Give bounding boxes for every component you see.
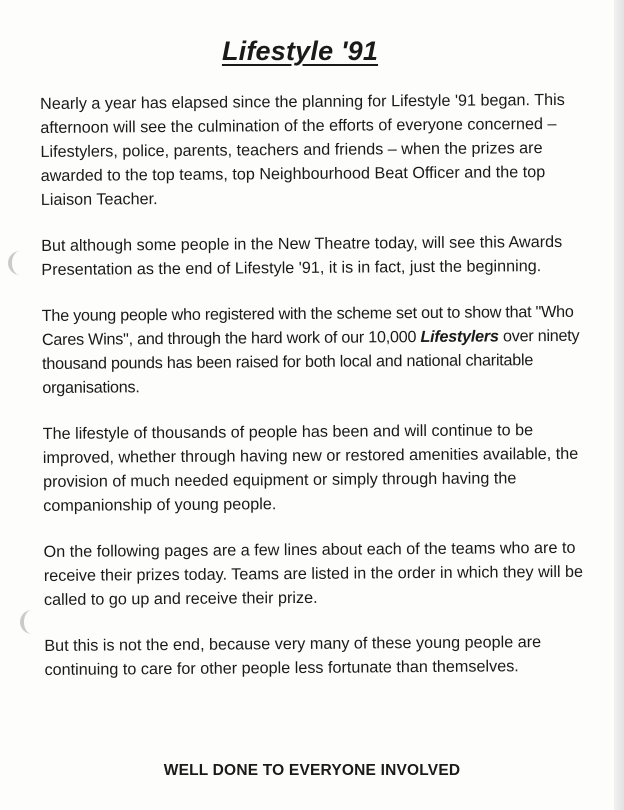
lifestylers-emphasis: Lifestylers — [420, 327, 499, 347]
paragraph-intro: Nearly a year has elapsed since the planning for Lifestyle '91 began. This afternoon will see the culmination of the efforts of everyone concerned – Lifestylers, police, parents, teachers and friends – when the prizes are awarded to the top teams, top Neighbourhood Beat Officer and the top Liaison Teacher. — [40, 90, 565, 209]
closing-message: WELL DONE TO EVERYONE INVOLVED — [163, 762, 461, 779]
paragraph-text: The young people who registered with the scheme set out to show that "Who Cares Wins", and through the hard work of our 10,000 — [41, 302, 574, 349]
paragraph-teams: On the following pages are a few lines about each of the teams who are to receive their prizes today. Teams are listed in the order in which they will be called to go up and receive their prize. — [43, 538, 584, 609]
punch-hole-mark — [8, 251, 28, 275]
paragraph-fundraising — [42, 300, 583, 400]
page-edge-shadow — [614, 0, 624, 810]
paragraph-continuing: But this is not the end, because very many of these young people are continuing to care for other people less fortunate than themselves. — [44, 633, 542, 679]
body-text — [40, 88, 585, 704]
paragraph-text: over ninety thousand pounds has been raised for both local and national charitable organisations. — [42, 326, 580, 397]
page-title: Lifestyle '91 — [221, 36, 379, 66]
paragraph-beginning: But although some people in the New Theatre today, will see this Awards Presentation as the end of Lifestyle '91, it is in fact, just the beginning. — [41, 232, 563, 279]
punch-hole-mark — [20, 610, 40, 634]
paragraph-impact: The lifestyle of thousands of people has been and will continue to be improved, whether through having new or restored amenities available, the provision of much needed equipment or simply through having the companionship of young people. — [42, 421, 579, 515]
